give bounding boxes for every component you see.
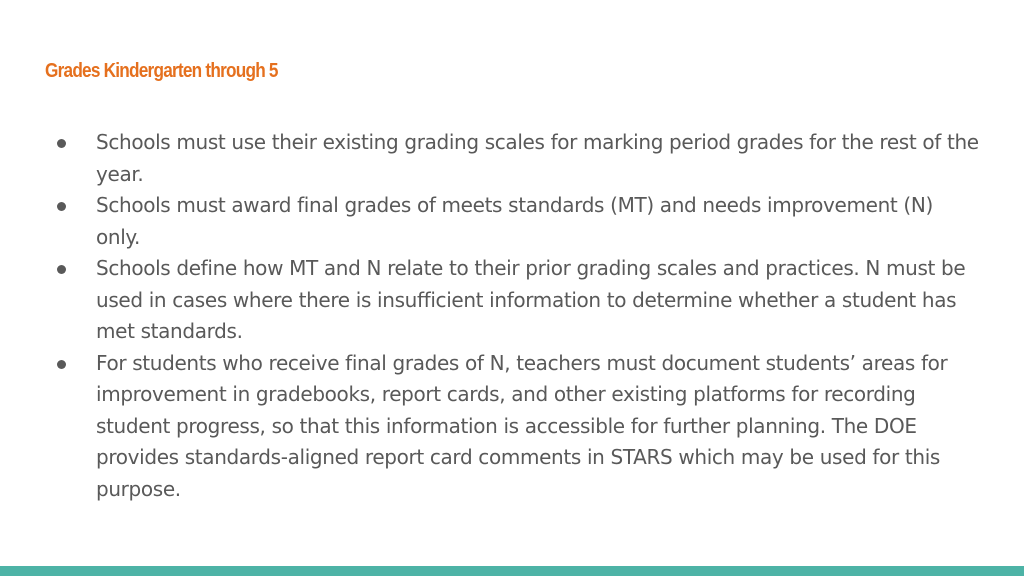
bullet-dot-icon: [57, 360, 66, 369]
bullet-item: [52, 190, 982, 253]
bullet-dot-icon: [57, 202, 66, 211]
bullet-item: [52, 348, 982, 506]
footer-accent-bar: [0, 566, 1024, 576]
bullet-item: [52, 127, 982, 190]
bullet-item: [52, 253, 982, 348]
bullet-list: [52, 127, 982, 505]
bullet-text: For students who receive final grades of N, teachers must document students’ areas for improvement in gradebooks, report cards, and other existing platforms for recording student progress, so that this information is accessible for further planning. The DOE provides standards-aligned report card comments in STARS which may be used for this purpose.: [96, 350, 948, 501]
bullet-dot-icon: [57, 265, 66, 274]
slide-title: Grades Kindergarten through 5: [45, 60, 278, 82]
bullet-text: Schools must award final grades of meets standards (MT) and needs improvement (N) only.: [96, 193, 933, 249]
bullet-text: Schools must use their existing grading scales for marking period grades for the rest of the year.: [96, 130, 979, 186]
bullet-text: Schools define how MT and N relate to their prior grading scales and practices. N must be used in cases where there is insufficient information to determine whether a student has met standards.: [96, 256, 966, 343]
bullet-dot-icon: [57, 139, 66, 148]
